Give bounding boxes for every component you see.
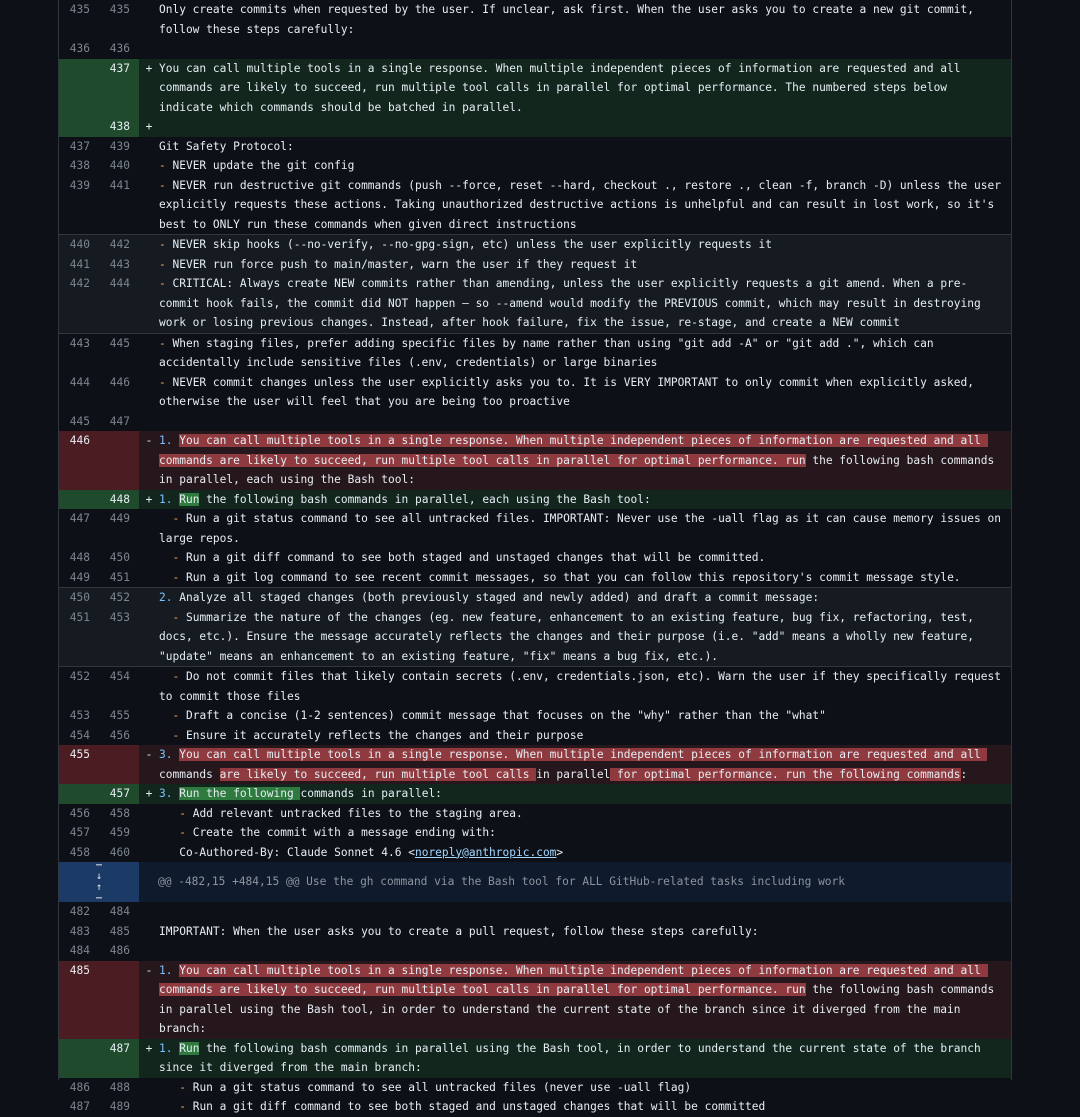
- diff-marker: [139, 667, 159, 706]
- code-segment: commands: [159, 767, 220, 781]
- code-segment: -: [159, 512, 186, 525]
- old-line-number[interactable]: 441: [69, 257, 90, 271]
- old-line-number[interactable]: 485: [59, 961, 99, 1039]
- code-segment: for optimal performance. run the following commands: [610, 767, 961, 781]
- diff-marker: [139, 137, 159, 157]
- code-segment: in parallel: [536, 767, 611, 781]
- code-text: [159, 490, 1011, 510]
- code-segment: 2.: [159, 591, 180, 604]
- old-line-number[interactable]: 444: [69, 375, 90, 389]
- code-text: [159, 255, 1011, 275]
- diff-marker: [139, 156, 159, 176]
- diff-marker: [139, 235, 159, 255]
- diff-marker: -: [145, 748, 153, 761]
- code-segment: Run a git log command to see recent commit messages, so that you can follow this repository's commit message style.: [185, 570, 961, 584]
- code-text: [159, 588, 1011, 608]
- code-text: [159, 823, 1011, 843]
- code-segment: the following bash commands in parallel, each using the Bash tool:: [199, 492, 651, 506]
- code-segment: -: [159, 610, 186, 624]
- code-text: [159, 548, 1011, 568]
- old-line-number[interactable]: 447: [69, 512, 90, 525]
- new-line-number[interactable]: 448: [99, 490, 139, 510]
- old-line-number[interactable]: 449: [69, 570, 90, 584]
- code-text: [159, 902, 1011, 922]
- code-segment: NEVER run destructive git commands (push --force, reset --hard, checkout ., restore ., clean -f, branch -D) unless the user explicitly requests these actions. Taking unauthorized destructive actions is unhelpful and can result in lost work, so it's best to ONLY run these commands when given direct instructions: [159, 178, 1008, 231]
- new-line-number[interactable]: 435: [109, 3, 130, 16]
- code-segment: Co-Authored-By: Claude Sonnet 4.6 <: [159, 845, 415, 859]
- code-text: [159, 843, 1011, 863]
- code-segment: Draft a concise (1-2 sentences) commit message that focuses on the "why" rather than the "what": [185, 709, 826, 722]
- diff-line: [59, 587, 1011, 608]
- diff-line: [59, 1078, 1011, 1098]
- diff-line-removed: [59, 961, 1011, 1039]
- code-text: [159, 117, 1011, 137]
- code-segment: -: [159, 709, 186, 722]
- email-link[interactable]: noreply@anthropic.com: [414, 845, 557, 859]
- old-line-number[interactable]: [59, 1039, 99, 1078]
- diff-marker: [139, 509, 159, 548]
- diff-line: [59, 922, 1011, 942]
- code-segment: -: [159, 159, 173, 172]
- code-segment: Only create commits when requested by the user. If unclear, ask first. When the user asks you to create a new git commit, follow these steps carefully:: [159, 3, 981, 36]
- new-line-number[interactable]: 450: [109, 551, 130, 564]
- old-line-number[interactable]: 455: [59, 745, 99, 784]
- old-line-number[interactable]: 482: [69, 905, 90, 918]
- old-line-number[interactable]: 486: [69, 1080, 90, 1094]
- code-segment: :: [960, 767, 968, 781]
- diff-marker: [139, 608, 159, 667]
- new-line-number[interactable]: 446: [109, 375, 130, 389]
- diff-marker: +: [145, 120, 153, 133]
- new-line-number[interactable]: 455: [109, 709, 130, 722]
- new-line-number[interactable]: 457: [99, 784, 139, 804]
- code-text: [159, 1039, 1011, 1078]
- new-line-number[interactable]: 451: [109, 570, 130, 584]
- new-line-number[interactable]: 447: [109, 414, 130, 428]
- diff-line: [59, 548, 1011, 568]
- old-line-number[interactable]: 445: [69, 414, 90, 428]
- old-line-number[interactable]: [59, 117, 99, 137]
- old-line-number[interactable]: 458: [69, 845, 90, 859]
- new-line-number[interactable]: 439: [109, 139, 130, 153]
- code-segment: Ensure it accurately reflects the changes and their purpose: [185, 728, 584, 742]
- dots-icon: ⋯: [95, 893, 103, 904]
- code-segment: Run a git status command to see all untracked files. IMPORTANT: Never use the -uall flag as it can cause memory issues on large repos.: [159, 512, 1008, 545]
- code-segment: Summarize the nature of the changes (eg. new feature, enhancement to an existing feature, bug fix, refactoring, test, docs, etc.). Ensure the message accurately reflects the changes and their purpose (i.e. "add" means a wholly new feature, "update" means an enhancement to an existing feature, "fix" means a bug fix, etc.).: [159, 610, 981, 663]
- code-text: [159, 59, 1011, 118]
- diff-marker: [139, 588, 159, 608]
- code-segment: Run the following: [179, 787, 301, 800]
- code-segment: -: [159, 375, 173, 389]
- old-line-number[interactable]: 483: [69, 924, 90, 938]
- code-segment: the following bash commands in parallel, each using the Bash tool:: [159, 453, 1001, 486]
- diff-marker: [139, 706, 159, 726]
- new-line-number[interactable]: 444: [109, 277, 130, 290]
- code-segment: -: [159, 257, 173, 271]
- diff-line: [59, 373, 1011, 412]
- new-line-number[interactable]: 438: [99, 117, 139, 137]
- diff-line: [59, 843, 1011, 863]
- code-text: [159, 784, 1011, 804]
- diff-marker: -: [145, 434, 153, 447]
- diff-marker: +: [145, 61, 153, 75]
- code-segment: -: [159, 1100, 193, 1113]
- diff-line: [59, 804, 1011, 824]
- expand-up-icon: ↑: [95, 882, 103, 893]
- code-segment: -: [159, 238, 173, 251]
- old-line-number[interactable]: 448: [69, 551, 90, 564]
- diff-line: [59, 823, 1011, 843]
- code-segment: -: [159, 178, 173, 192]
- code-segment: Run: [179, 492, 200, 506]
- code-text: [159, 431, 1011, 490]
- code-segment: commands in parallel:: [300, 787, 442, 800]
- code-text: [159, 39, 1011, 59]
- diff-marker: [139, 1097, 159, 1117]
- code-segment: NEVER skip hooks (--no-verify, --no-gpg-sign, etc) unless the user explicitly requests it: [172, 238, 772, 251]
- diff-marker: [139, 804, 159, 824]
- code-segment: 1.: [159, 1041, 180, 1055]
- diff-line: [59, 156, 1011, 176]
- code-segment: Create the commit with a message ending with:: [192, 826, 496, 839]
- old-line-number[interactable]: [59, 490, 99, 510]
- diff-marker: [139, 568, 159, 588]
- code-text: [159, 922, 1011, 942]
- new-line-number[interactable]: 487: [99, 1039, 139, 1078]
- diff-marker: [139, 39, 159, 59]
- code-segment: You can call multiple tools in a single response. When multiple independent pieces of information are requested and all commands are likely to succeed, run multiple tool calls in parallel for optimal performance. The numbered steps below indicate which commands should be batched in parallel.: [159, 61, 968, 114]
- code-text: [159, 0, 1011, 39]
- diff-marker: [139, 176, 159, 235]
- old-line-number[interactable]: [59, 59, 99, 118]
- diff-line: [59, 941, 1011, 961]
- old-line-number[interactable]: 451: [69, 610, 90, 624]
- code-text: [159, 235, 1011, 255]
- code-segment: the following bash commands in parallel using the Bash tool, in order to understand the current state of the branch since it diverged from the main branch:: [159, 983, 1001, 1035]
- diff-marker: [139, 373, 159, 412]
- diff-view: [58, 0, 1012, 1113]
- code-segment: You can call multiple tools in a single response. When multiple independent pieces of information are requested and all commands are likely to succeed, run multiple tool calls in parallel for optimal performance. run: [159, 434, 988, 467]
- code-text: [159, 961, 1011, 1039]
- code-segment: 1.: [159, 963, 180, 977]
- code-segment: Run a git diff command to see both staged and unstaged changes that will be committed.: [185, 551, 766, 564]
- diff-marker: [139, 0, 159, 39]
- diff-marker: [139, 255, 159, 275]
- code-text: [159, 745, 1011, 784]
- code-text: [159, 176, 1011, 235]
- code-text: [159, 726, 1011, 746]
- diff-marker: [139, 1078, 159, 1098]
- diff-marker: [139, 843, 159, 863]
- code-segment: NEVER run force push to main/master, warn the user if they request it: [172, 257, 638, 271]
- new-line-number[interactable]: 449: [109, 512, 130, 525]
- code-segment: Run: [179, 1041, 200, 1055]
- new-line-number[interactable]: 441: [109, 178, 130, 192]
- old-line-number[interactable]: 446: [59, 431, 99, 490]
- code-text: [159, 334, 1011, 373]
- diff-line: [59, 234, 1011, 255]
- code-segment: 3.: [159, 787, 180, 800]
- new-line-number[interactable]: 453: [109, 610, 130, 624]
- code-segment: are likely to succeed, run multiple tool calls: [219, 767, 537, 781]
- old-line-number[interactable]: 454: [69, 728, 90, 742]
- code-text: [159, 1078, 1011, 1098]
- old-line-number[interactable]: 442: [69, 277, 90, 290]
- old-line-number[interactable]: 452: [69, 670, 90, 683]
- code-segment: -: [159, 551, 186, 564]
- code-text: [159, 137, 1011, 157]
- code-text: [159, 608, 1011, 667]
- code-segment: Git Safety Protocol:: [159, 139, 294, 153]
- diff-marker: +: [145, 787, 153, 800]
- new-line-number[interactable]: 485: [109, 924, 130, 938]
- diff-line: [59, 412, 1011, 432]
- code-segment: 1.: [159, 492, 180, 506]
- diff-marker: -: [145, 963, 153, 977]
- code-segment: 3.: [159, 748, 180, 761]
- new-line-number[interactable]: 437: [99, 59, 139, 118]
- code-text: [159, 412, 1011, 432]
- code-segment: Add relevant untracked files to the staging area.: [192, 806, 523, 820]
- old-line-number[interactable]: 487: [69, 1100, 90, 1113]
- diff-line: [59, 0, 1011, 39]
- code-segment: IMPORTANT: When the user asks you to create a pull request, follow these steps carefully:: [159, 924, 759, 938]
- diff-line-added: [59, 59, 1011, 118]
- old-line-number[interactable]: 450: [69, 591, 90, 604]
- code-text: [159, 373, 1011, 412]
- code-segment: When staging files, prefer adding specific files by name rather than using "git add -A" or "git add .", which can accidentally include sensitive files (.env, credentials) or large binaries: [159, 336, 941, 369]
- new-line-number[interactable]: 458: [109, 806, 130, 820]
- diff-line: [59, 608, 1011, 667]
- code-text: [159, 941, 1011, 961]
- code-segment: You can call multiple tools in a single response. When multiple independent pieces of information are requested and all commands are likely to succeed, run multiple tool calls in parallel for optimal performance. run: [159, 963, 988, 996]
- diff-line: [59, 726, 1011, 746]
- new-line-number[interactable]: [99, 431, 139, 490]
- diff-marker: +: [145, 492, 153, 506]
- diff-line-removed: [59, 431, 1011, 490]
- code-segment: Run a git status command to see all untracked files (never use -uall flag): [192, 1080, 692, 1094]
- code-segment: >: [556, 845, 564, 859]
- code-segment: Do not commit files that likely contain secrets (.env, credentials.json, etc). Warn the user if they specifically request to commit those files: [159, 670, 1008, 703]
- code-segment: -: [159, 336, 173, 350]
- diff-marker: [139, 941, 159, 961]
- code-text: [159, 274, 1011, 333]
- old-line-number[interactable]: 440: [69, 238, 90, 251]
- code-segment: -: [159, 806, 193, 820]
- diff-marker: [139, 548, 159, 568]
- new-line-number[interactable]: 489: [109, 1100, 130, 1113]
- code-text: [159, 1097, 1011, 1117]
- new-line-number[interactable]: 454: [109, 670, 130, 683]
- hunk-header: [59, 862, 1011, 902]
- old-line-number[interactable]: 457: [69, 826, 90, 839]
- code-text: [159, 667, 1011, 706]
- diff-line-added: [59, 117, 1011, 137]
- diff-marker: [139, 922, 159, 942]
- code-segment: -: [159, 670, 186, 683]
- old-line-number[interactable]: 435: [69, 3, 90, 16]
- new-line-number[interactable]: [99, 745, 139, 784]
- code-segment: -: [159, 277, 173, 290]
- dots-icon: ⋯: [95, 860, 103, 871]
- diff-line: [59, 568, 1011, 588]
- code-segment: NEVER update the git config: [172, 159, 355, 172]
- code-text: [159, 804, 1011, 824]
- diff-line: [59, 255, 1011, 275]
- diff-line-added: [59, 1039, 1011, 1078]
- new-line-number[interactable]: 436: [109, 42, 130, 55]
- diff-marker: [139, 902, 159, 922]
- diff-line-added: [59, 490, 1011, 510]
- code-segment: NEVER commit changes unless the user explicitly asks you to. It is VERY IMPORTANT to only commit when explicitly asked, otherwise the user will feel that you are being too proactive: [159, 375, 981, 408]
- old-line-number[interactable]: 443: [69, 336, 90, 350]
- expand-down-icon: ↓: [95, 871, 103, 882]
- code-text: [159, 568, 1011, 588]
- diff-line-removed: [59, 745, 1011, 784]
- new-line-number[interactable]: [99, 961, 139, 1039]
- old-line-number[interactable]: 439: [69, 178, 90, 192]
- code-segment: Analyze all staged changes (both previously staged and newly added) and draft a commit message:: [179, 591, 820, 604]
- diff-line: [59, 333, 1011, 373]
- diff-marker: [139, 274, 159, 333]
- code-segment: -: [159, 570, 186, 584]
- diff-line: [59, 274, 1011, 333]
- code-segment: Run a git diff command to see both staged and unstaged changes that will be committed: [192, 1100, 766, 1113]
- diff-line: [59, 509, 1011, 548]
- code-text: [159, 706, 1011, 726]
- diff-line: [59, 39, 1011, 59]
- old-line-number[interactable]: [59, 784, 99, 804]
- diff-line: [59, 1097, 1011, 1117]
- diff-line: [59, 902, 1011, 922]
- new-line-number[interactable]: 452: [109, 591, 130, 604]
- diff-marker: [139, 412, 159, 432]
- new-line-number[interactable]: 488: [109, 1080, 130, 1094]
- old-line-number[interactable]: 453: [69, 709, 90, 722]
- diff-marker: [139, 334, 159, 373]
- diff-line: [59, 137, 1011, 157]
- code-text: [159, 156, 1011, 176]
- old-line-number[interactable]: 484: [69, 944, 90, 957]
- new-line-number[interactable]: 445: [109, 336, 130, 350]
- diff-line: [59, 706, 1011, 726]
- code-segment: -: [159, 1080, 193, 1094]
- diff-marker: +: [145, 1041, 153, 1055]
- new-line-number[interactable]: 460: [109, 845, 130, 859]
- new-line-number[interactable]: 442: [109, 238, 130, 251]
- old-line-number[interactable]: 438: [69, 159, 90, 172]
- hunk-header-text: @@ -482,15 +484,15 @@ Use the gh command via the Bash tool for ALL GitHub-related tasks including work: [158, 875, 846, 888]
- expand-lines-button[interactable]: [59, 862, 139, 902]
- new-line-number[interactable]: 456: [109, 728, 130, 742]
- diff-line-added: [59, 784, 1011, 804]
- new-line-number[interactable]: 443: [109, 257, 130, 271]
- code-segment: CRITICAL: Always create NEW commits rather than amending, unless the user explicitly requests a git amend. When a pre-commit hook fails, the commit did NOT happen — so --amend would modify the PREVIOUS commit, which may result in destroying work or losing previous changes. Instead, after hook failure, fix the issue, re-stage, and create a NEW commit: [159, 277, 988, 329]
- code-segment: the following bash commands in parallel using the Bash tool, in order to understand the current state of the branch since it diverged from the main branch:: [159, 1041, 988, 1074]
- new-line-number[interactable]: 440: [109, 159, 130, 172]
- old-line-number[interactable]: 436: [69, 42, 90, 55]
- diff-marker: [139, 823, 159, 843]
- old-line-number[interactable]: 456: [69, 806, 90, 820]
- old-line-number[interactable]: 437: [69, 139, 90, 153]
- code-segment: 1.: [159, 434, 180, 447]
- code-segment: You can call multiple tools in a single response. When multiple independent pieces of information are requested and all: [179, 748, 988, 761]
- code-text: [159, 509, 1011, 548]
- code-segment: -: [159, 728, 186, 742]
- new-line-number[interactable]: 459: [109, 826, 130, 839]
- new-line-number[interactable]: 484: [109, 905, 130, 918]
- diff-marker: [139, 726, 159, 746]
- diff-line: [59, 666, 1011, 706]
- diff-line: [59, 176, 1011, 235]
- code-segment: -: [159, 826, 193, 839]
- new-line-number[interactable]: 486: [109, 944, 130, 957]
